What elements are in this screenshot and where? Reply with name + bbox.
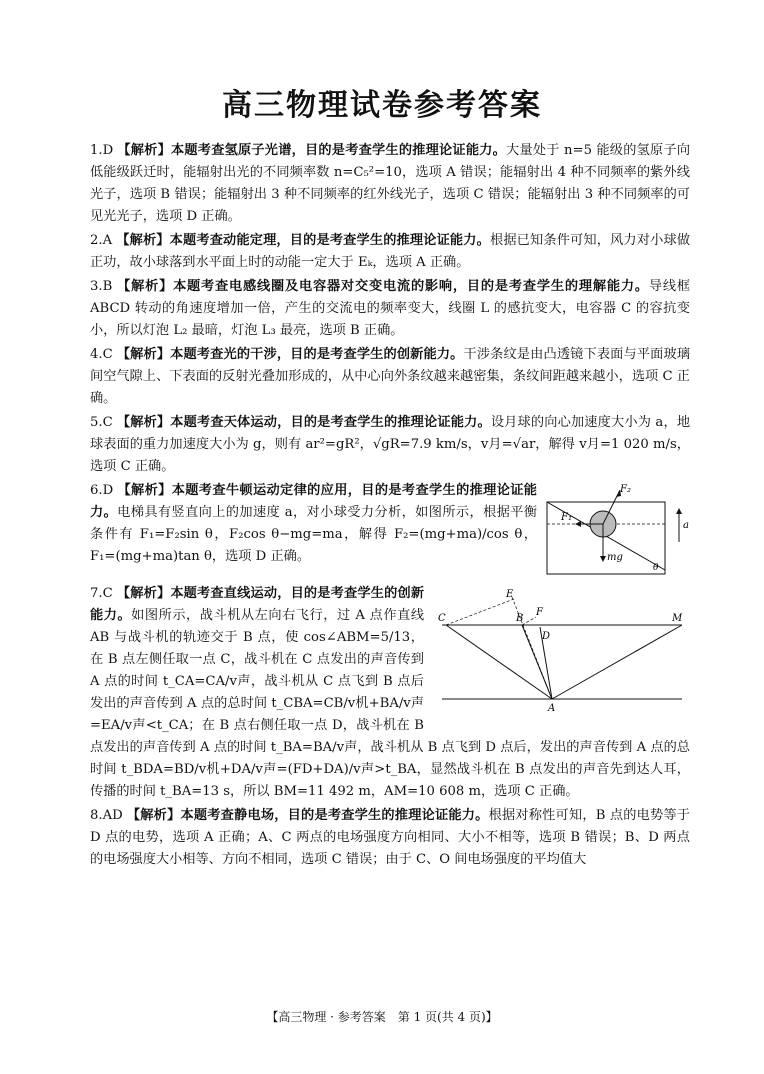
answer-number: 1.D xyxy=(90,143,114,158)
answer-8 xyxy=(90,805,690,871)
line-ca xyxy=(446,625,552,699)
label-m: M xyxy=(672,613,683,624)
analysis-tag: 【解析】 xyxy=(116,233,170,248)
label-a-point: A xyxy=(548,703,556,713)
answer-aim: 本题考查氢原子光谱，目的是考查学生的推理论证能力。 xyxy=(170,143,507,158)
label-a: a xyxy=(683,520,689,531)
answer-text: 干涉条纹是由凸透镜下表面与平面玻璃间空气隙上、下表面的反射光叠加形成的，从中心向外条纹越来越密集，条纹间距越来越小，选项 C 正确。 xyxy=(90,347,691,406)
answer-number: 2.A xyxy=(90,233,113,248)
answer-text: 如图所示，战斗机从左向右飞行，过 A 点作直线 AB 与战斗机的轨迹交于 B 点，使 cos∠ABM=5/13，在 B 点左侧任取一点 C，战斗机在 C 点发出的声音传到 A 点的时间 t_CA=CA/v声，战斗机从 C 点飞到 B 点后发出的声音传到 A 点的总时间 t_CBA=CB/v机+BA/v声=EA/v声<t_CA；在 B 点右侧任取一点 D，战斗机在 B 点发出的声音传到 A 点的时间 t_BA=BA/v声，战斗机从 B 点飞到 D 点后，发出的声音传到 A 点的总时间 t_BDA=BD/v机+DA/v声=(FD+DA)/v声>t_BA，显然战斗机在 B 点发出的声音先到达人耳，传播的时间 t_BA=13 s，所以 BM=11 492 m，AM=10 608 m，选项 C 正确。 xyxy=(90,608,690,799)
mg-arrowhead xyxy=(600,556,606,562)
answer-text: 根据已知条件可知，风力对小球做正功，故小球落到水平面上时的动能一定大于 Eₖ，选项 A 正确。 xyxy=(90,233,691,270)
answer-4 xyxy=(90,344,690,410)
analysis-tag: 【解析】 xyxy=(117,143,171,158)
analysis-tag: 【解析】 xyxy=(116,586,171,601)
analysis-tag: 【解析】 xyxy=(126,808,181,823)
a-arrowhead xyxy=(676,508,682,514)
label-f2: F₂ xyxy=(620,484,631,495)
label-b: B xyxy=(516,613,524,624)
answer-text: 导线框 ABCD 转动的角速度增加一倍，产生的交流电的频率变大，线圈 L 的感抗变大，电容器 C 的容抗变小，所以灯泡 L₂ 最暗，灯泡 L₃ 最亮，选项 B 正确。 xyxy=(90,279,691,338)
answer-aim: 本题考查天体运动，目的是考查学生的推理论证能力。 xyxy=(170,415,491,430)
answer-text: 设月球的向心加速度大小为 a，地球表面的重力加速度大小为 g，则有 ar²=gR²，√gR=7.9 km/s，v月=√ar，解得 v月=1 020 m/s，选项 C 正确。 xyxy=(90,415,691,474)
answer-number: 8.AD xyxy=(90,808,123,823)
analysis-tag: 【解析】 xyxy=(116,279,174,294)
answer-text: 电梯具有竖直向上的加速度 a，对小球受力分析，如图所示，根据平衡条件有 F₁=F₂sin θ，F₂cos θ−mg=ma，解得 F₂=(mg+ma)/cos θ，F₁=(mg+ma)tan θ，选项 D 正确。 xyxy=(90,505,538,564)
answer-aim: 本题考查静电场，目的是考查学生的推理论证能力。 xyxy=(180,808,489,823)
answer-text: 根据对称性可知，B 点的电势等于 D 点的电势，选项 A 正确；A、C 两点的电场强度方向相同、大小不相等，选项 B 错误；B、D 两点的电场强度大小相等、方向不相同，选项 C 错误；由于 C、O 间电场强度的平均值大 xyxy=(90,808,690,867)
answer-aim: 本题考查牛顿运动定律的应用，目的是考查学生的推理论证能力。 xyxy=(90,483,537,520)
label-c: C xyxy=(438,613,446,624)
dashed-bf xyxy=(522,617,536,625)
line-ma xyxy=(552,625,682,699)
label-d: D xyxy=(542,631,551,642)
label-f: F xyxy=(536,607,543,618)
analysis-tag: 【解析】 xyxy=(117,483,172,498)
answer-number: 3.B xyxy=(90,279,113,294)
answer-2 xyxy=(90,230,690,274)
answer-aim: 本题考查光的干涉，目的是考查学生的创新能力。 xyxy=(170,347,464,362)
analysis-tag: 【解析】 xyxy=(116,347,171,362)
page-footer: 【高三物理 · 参考答案 第 1 页(共 4 页)】 xyxy=(266,1010,498,1024)
analysis-tag: 【解析】 xyxy=(116,415,171,430)
answer-5 xyxy=(90,412,690,478)
answer-3 xyxy=(90,276,690,342)
figure-elevator-force-diagram xyxy=(545,482,690,577)
answer-aim: 本题考查动能定理，目的是考查学生的推理论证能力。 xyxy=(169,233,490,248)
answer-7 xyxy=(90,583,690,803)
label-e: E xyxy=(506,589,514,600)
answer-number: 7.C xyxy=(90,586,113,601)
figure-fighter-sound-diagram xyxy=(432,587,690,713)
answer-number: 5.C xyxy=(90,415,113,430)
answer-number: 4.C xyxy=(90,347,113,362)
f1-arrowhead xyxy=(575,521,581,527)
answer-6 xyxy=(90,480,690,581)
answer-text: 大量处于 n=5 能级的氢原子向低能级跃迁时，能辐射出光的不同频率数 n=C₅²=10，选项 A 错误；能辐射出 4 种不同频率的紫外线光子，选项 B 错误；能辐射出 3 种不同频率的红外线光子，选项 C 错误；能辐射出 3 种不同频率的可见光光子，选项 D 正确。 xyxy=(90,143,691,224)
label-theta: θ xyxy=(653,563,659,573)
label-mg: mg xyxy=(607,552,623,563)
answer-aim: 本题考查电感线圈及电容器对交变电流的影响，目的是考查学生的理解能力。 xyxy=(173,279,649,294)
answer-aim: 本题考查直线运动，目的是考查学生的创新能力。 xyxy=(90,586,425,623)
dashed-ce xyxy=(446,599,514,625)
answer-1 xyxy=(90,140,690,228)
answers-content xyxy=(90,140,690,873)
page-title: 高三物理试卷参考答案 xyxy=(222,88,542,123)
label-f1: F₁ xyxy=(561,512,572,523)
answer-number: 6.D xyxy=(90,483,114,498)
